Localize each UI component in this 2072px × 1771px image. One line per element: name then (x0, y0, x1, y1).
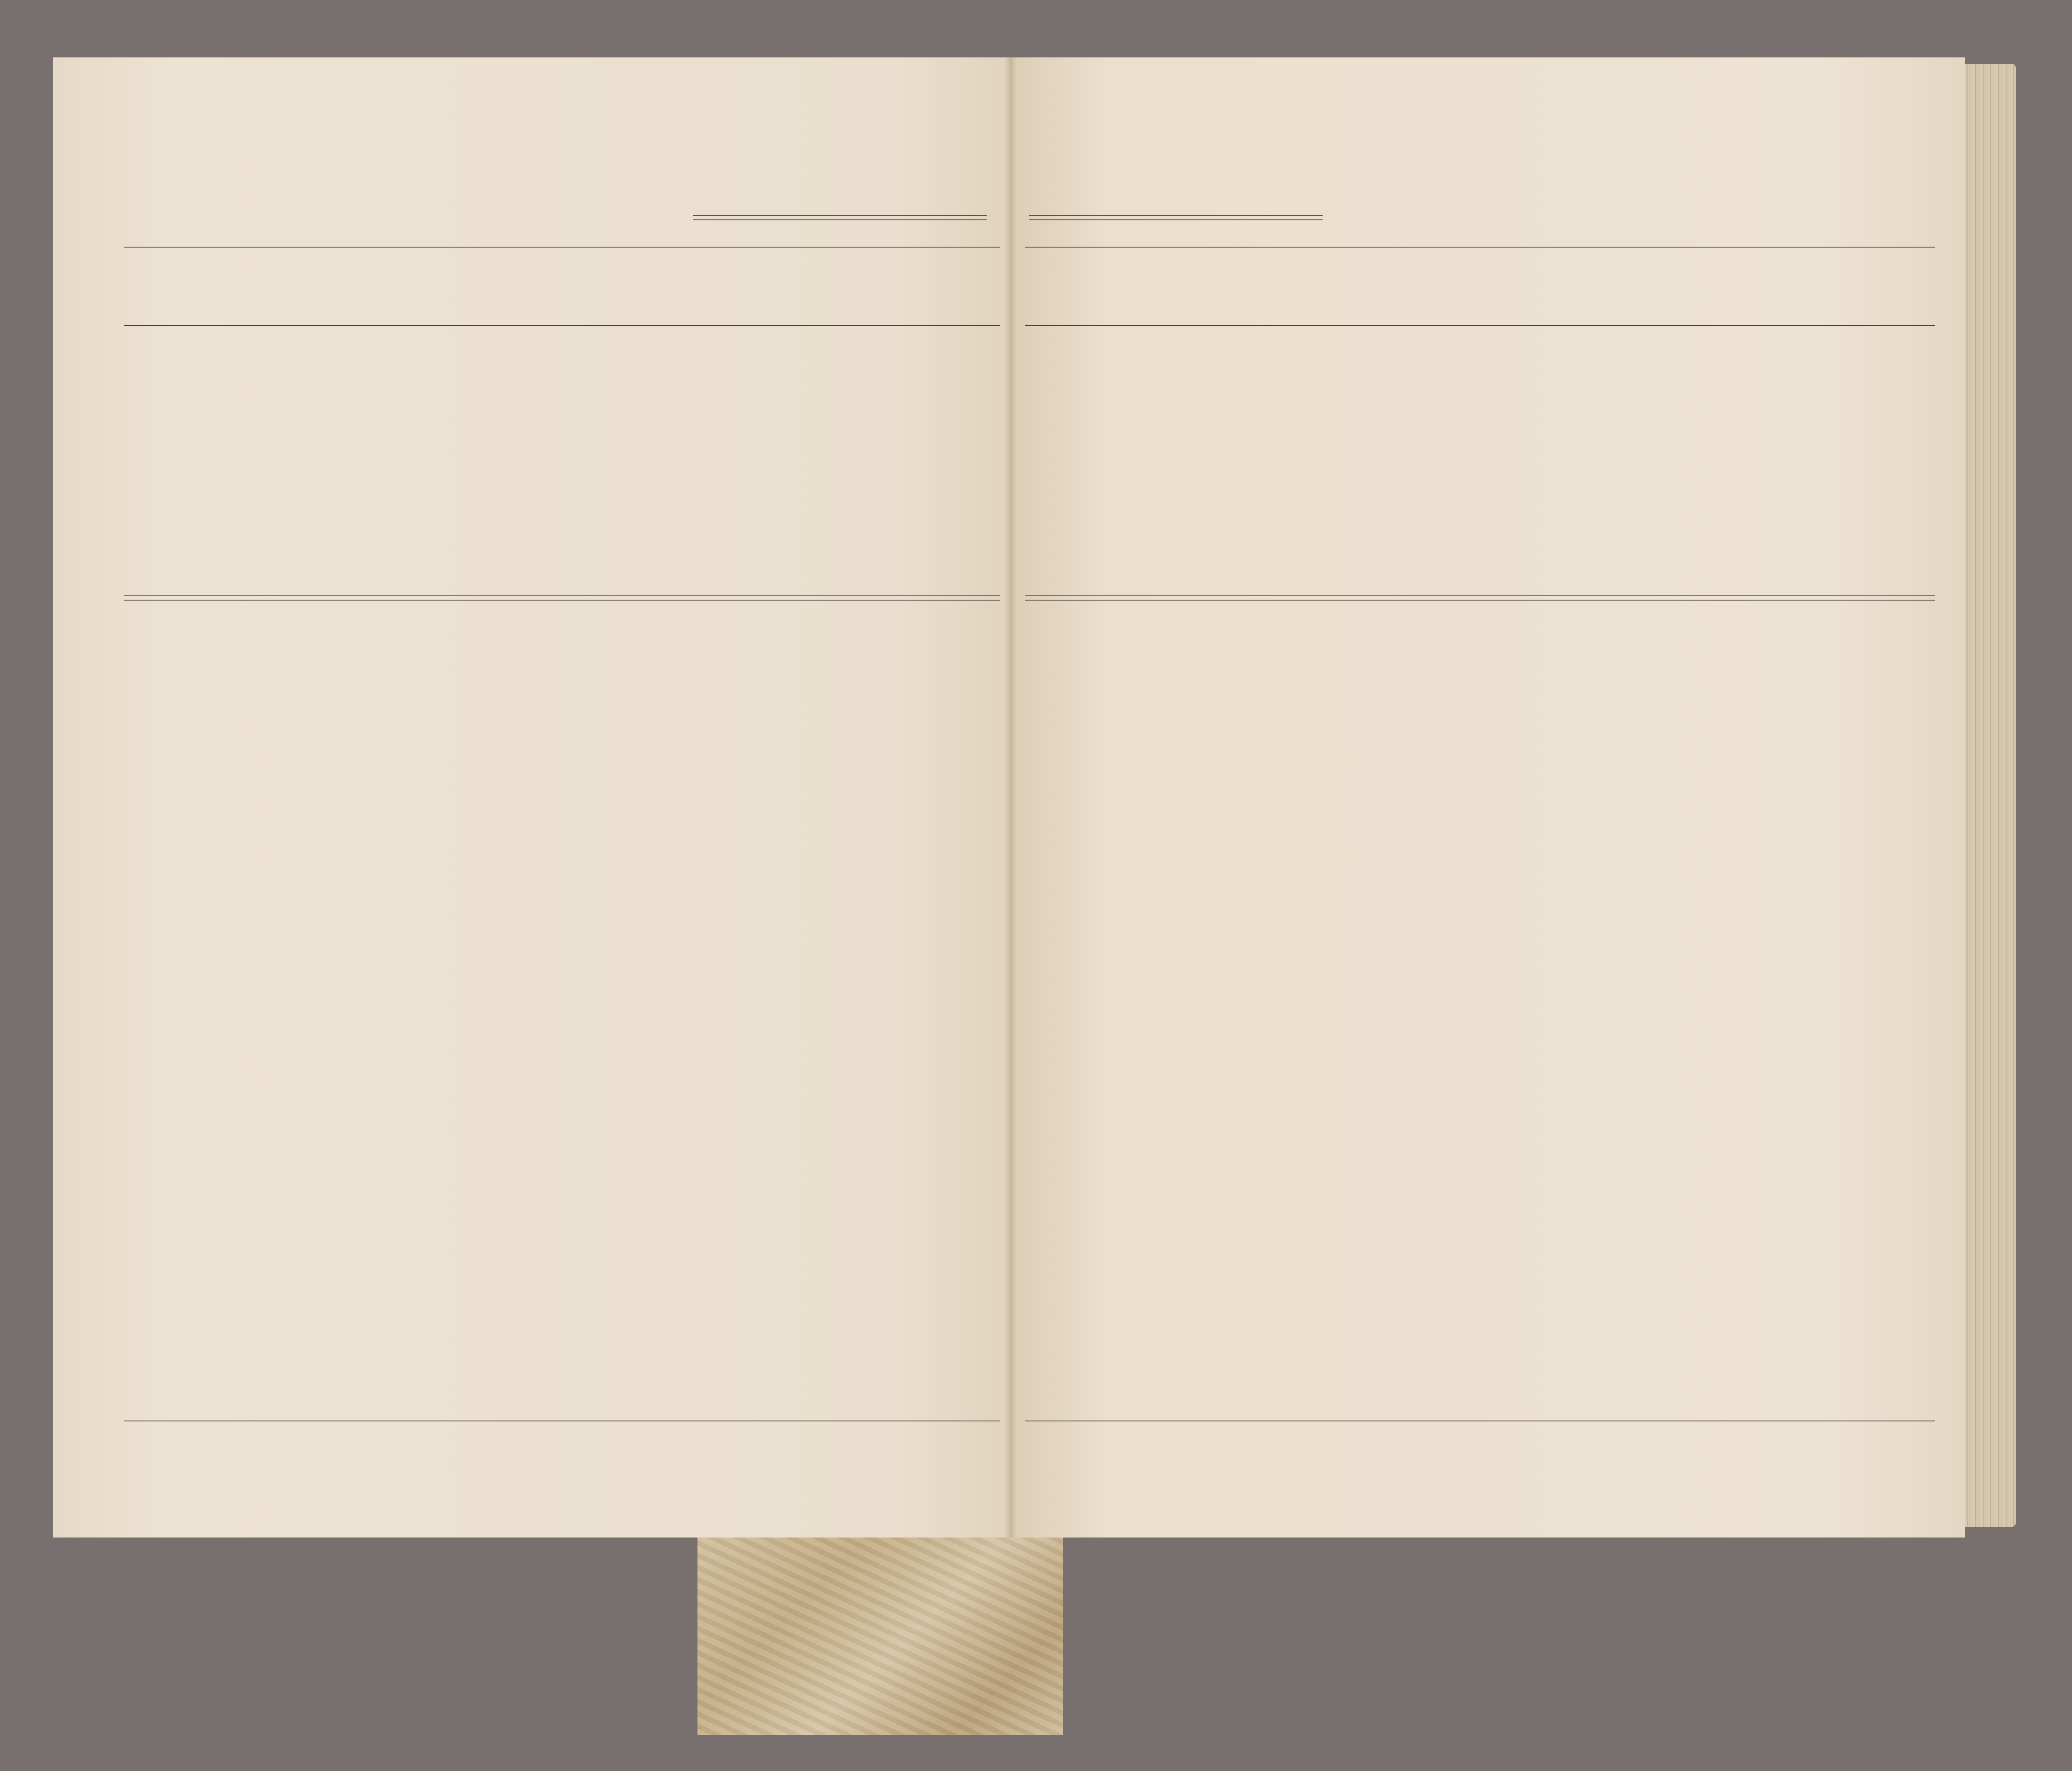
section-divider-right (1025, 595, 1935, 601)
page-edges (1965, 64, 2016, 1527)
table-header-left (124, 247, 1000, 326)
book-gutter (1005, 57, 1016, 1538)
section-divider-left (124, 595, 1000, 601)
title-rule-left (693, 215, 987, 220)
table-header-right (1025, 247, 1935, 326)
tissue-paper-slip (697, 1538, 1063, 1735)
title-rule-right (1029, 215, 1323, 220)
